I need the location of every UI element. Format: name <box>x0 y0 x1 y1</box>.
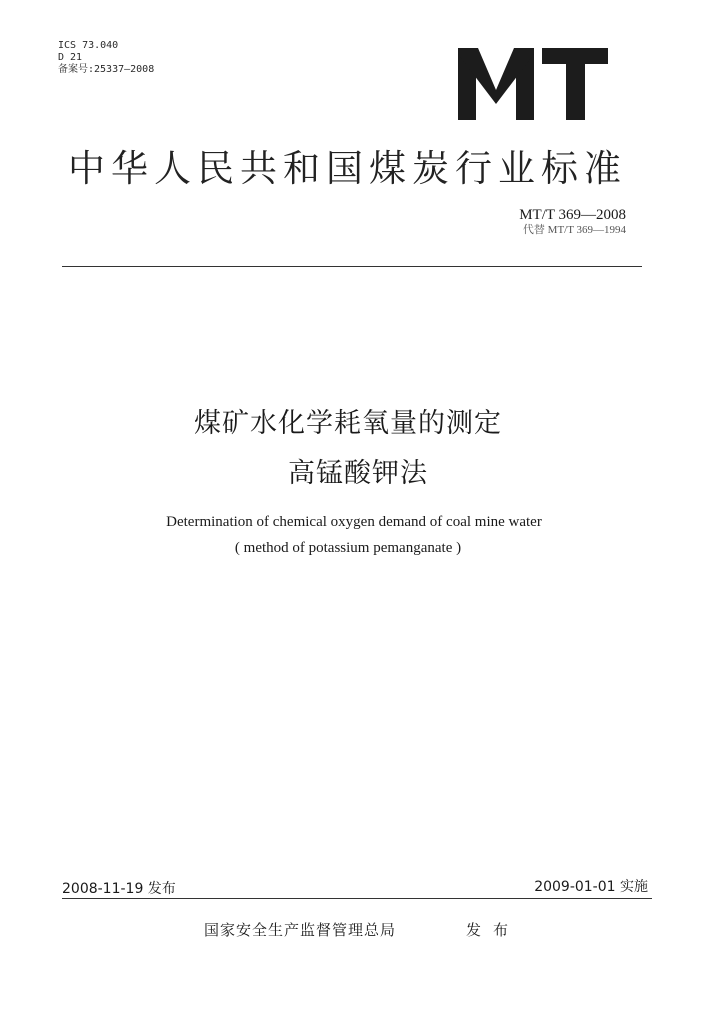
document-title-en: Determination of chemical oxygen demand of coal mine water <box>166 514 542 530</box>
implementation-date: 2009-01-01 实施 <box>534 879 648 895</box>
document-subtitle-en: ( method of potassium pemanganate ) <box>234 540 462 556</box>
standard-number: MT/T 369—2008 <box>519 207 626 223</box>
document-title-cn: 煤矿水化学耗氧量的测定 <box>194 408 502 439</box>
header-divider <box>62 266 642 267</box>
document-subtitle-cn: 高锰酸钾法 <box>288 458 428 489</box>
mt-logo-letters <box>458 48 608 120</box>
issue-label: 发布 <box>466 921 521 939</box>
issue-date: 2008-11-19 发布 <box>62 881 176 897</box>
footer-divider <box>62 898 652 899</box>
record-number: 备案号:25337—2008 <box>58 64 155 75</box>
ics-code: ICS 73.040 <box>58 40 119 51</box>
mt-logo <box>458 44 608 120</box>
class-code: D 21 <box>58 52 83 63</box>
issuing-authority: 国家安全生产监督管理总局 <box>204 921 397 939</box>
standard-category-title: 中华人民共和国煤炭行业标准 <box>68 147 627 190</box>
classification-block <box>58 40 154 76</box>
replaces-standard: 代替 MT/T 369—1994 <box>522 224 626 236</box>
